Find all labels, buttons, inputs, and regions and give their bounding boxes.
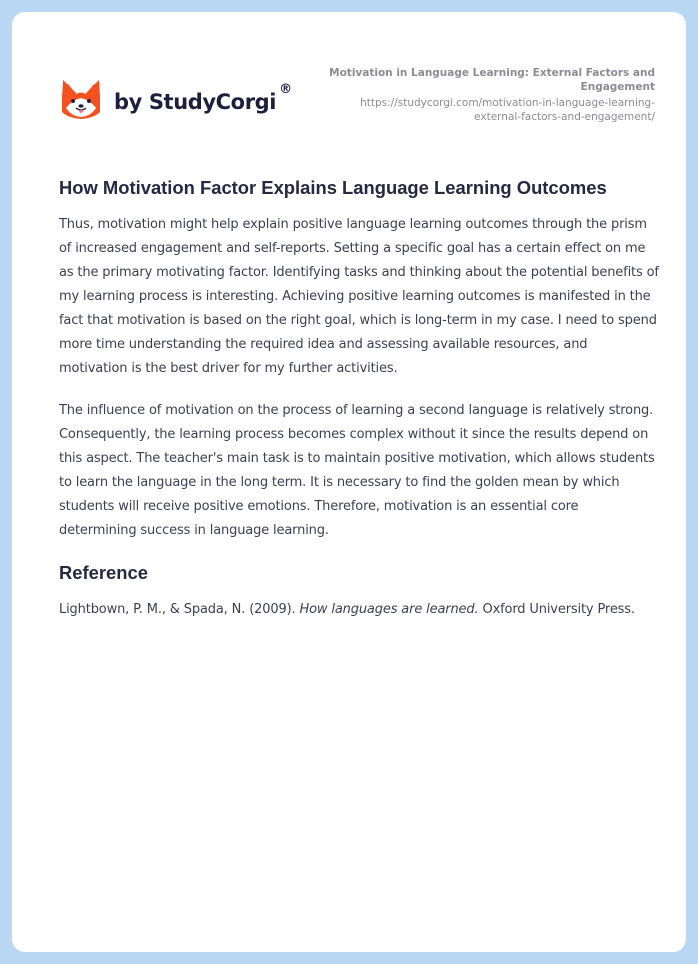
document-meta	[315, 66, 655, 124]
reference-authors: Lightbown, P. M., & Spada, N. (2009).	[59, 602, 300, 617]
article-content	[59, 176, 659, 622]
reference-title: How languages are learned.	[299, 602, 479, 617]
logo-text: by StudyCorgi	[114, 90, 277, 114]
references-heading: Reference	[59, 562, 148, 583]
header	[12, 12, 686, 142]
reference-item	[59, 598, 659, 622]
reference-publisher: Oxford University Press.	[478, 602, 635, 617]
article-heading: How Motivation Factor Explains Language Learning Outcomes	[59, 177, 607, 198]
paragraph: Thus, motivation might help explain positive language learning outcomes through the prism of increased engagement and self-reports. Setting a specific goal has a certain effect on me as the primary motivating factor. Identifying tasks and thinking about the potential benefits of my learning process is interesting. Achieving positive learning outcomes is manifested in the fact that motivation is based on the right goal, which is long-term in my case. I need to spend more time understanding the required idea and assessing available resources, and motivation is the best driver for my further activities.	[59, 217, 659, 376]
corgi-icon	[60, 76, 102, 122]
registered-mark: ®	[279, 81, 293, 97]
studycorgi-logo[interactable]	[60, 76, 292, 122]
document-card	[12, 12, 686, 952]
document-title: Motivation in Language Learning: External Factors and Engagement	[329, 67, 655, 93]
document-url[interactable]: https://studycorgi.com/motivation-in-language-learning-external-factors-and-engagement/	[360, 97, 655, 123]
paragraph: The influence of motivation on the process of learning a second language is relatively strong. Consequently, the learning process becomes complex without it since the results depend on this aspect. The teacher's main task is to maintain positive motivation, which allows students to learn the language in the long term. It is necessary to find the golden mean by which students will receive positive emotions. Therefore, motivation is an essential core determining success in language learning.	[59, 403, 655, 538]
